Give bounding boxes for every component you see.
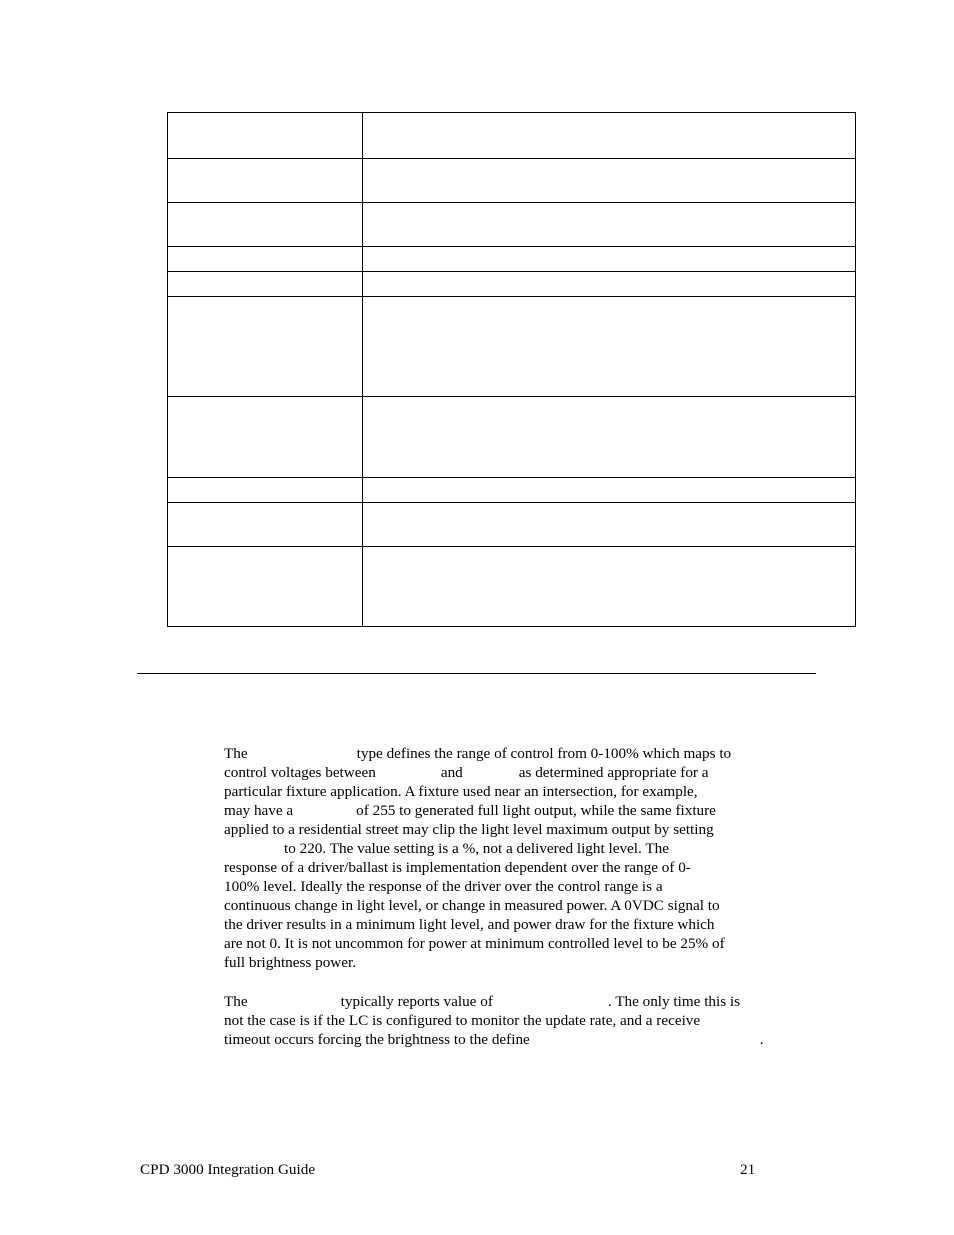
text-run: . [759,1031,764,1048]
text-line [224,744,824,763]
text-run: to 220. The value setting is a %, not a delivered light level. The [284,840,669,857]
text-line [224,763,824,782]
table-cell [363,297,856,397]
text-line [224,1011,824,1030]
text-run: and [440,764,463,781]
text-run: type defines the range of control from 0-100% which maps to [356,745,732,762]
text-line [224,820,824,839]
table-cell [168,203,363,247]
table-row [168,272,856,297]
table-cell [168,297,363,397]
text-line [224,877,824,896]
table-cell [168,247,363,272]
text-run: are not 0. It is not uncommon for power at minimum controlled level to be 25% of [224,935,725,952]
text-line [224,896,824,915]
text-line [224,953,824,972]
text-run: may have a [224,802,294,819]
parameter-table [167,112,856,627]
table-row [168,247,856,272]
table-row [168,397,856,478]
table-cell [363,159,856,203]
table-cell [168,272,363,297]
text-run: timeout occurs forcing the brightness to the define [224,1031,530,1048]
text-line [224,801,824,820]
text-line [224,915,824,934]
table-row [168,113,856,159]
text-run: control voltages between [224,764,376,781]
table-cell [363,397,856,478]
table-cell [363,547,856,627]
text-line [224,992,824,1011]
table-cell [363,272,856,297]
table-cell [168,503,363,547]
table-row [168,297,856,397]
footer-title: CPD 3000 Integration Guide [140,1161,316,1178]
text-run: 100% level. Ideally the response of the driver over the control range is a [224,878,663,895]
table-cell [363,203,856,247]
text-run: typically reports value of [340,993,493,1010]
text-run: the driver results in a minimum light level, and power draw for the fixture which [224,916,715,933]
text-run: The [224,745,248,762]
table-cell [363,478,856,503]
table-row [168,203,856,247]
table-row [168,478,856,503]
text-run: of 255 to generated full light output, while the same fixture [356,802,716,819]
text-line [224,782,824,801]
text-run: applied to a residential street may clip the light level maximum output by setting [224,821,714,838]
table-cell [168,397,363,478]
text-line [224,934,824,953]
page-number: 21 [740,1161,756,1178]
table-cell [168,478,363,503]
section-divider [137,673,816,674]
text-run: full brightness power. [224,954,357,971]
table-row [168,547,856,627]
text-run: as determined appropriate for a [518,764,709,781]
table-cell [363,113,856,159]
body-paragraph [224,744,824,972]
table-row [168,159,856,203]
body-paragraph [224,992,824,1049]
text-run: particular fixture application. A fixture used near an intersection, for example, [224,783,698,800]
table-cell [168,113,363,159]
table-cell [168,159,363,203]
text-run: continuous change in light level, or change in measured power. A 0VDC signal to [224,897,720,914]
text-line [224,1030,824,1049]
text-line [224,839,824,858]
text-run: not the case is if the LC is configured to monitor the update rate, and a receive [224,1012,701,1029]
table-cell [363,503,856,547]
table-row [168,503,856,547]
text-run: The [224,993,248,1010]
table-cell [363,247,856,272]
table-cell [168,547,363,627]
text-line [224,858,824,877]
text-run: response of a driver/ballast is implementation dependent over the range of 0- [224,859,691,876]
text-run: . The only time this is [607,993,741,1010]
